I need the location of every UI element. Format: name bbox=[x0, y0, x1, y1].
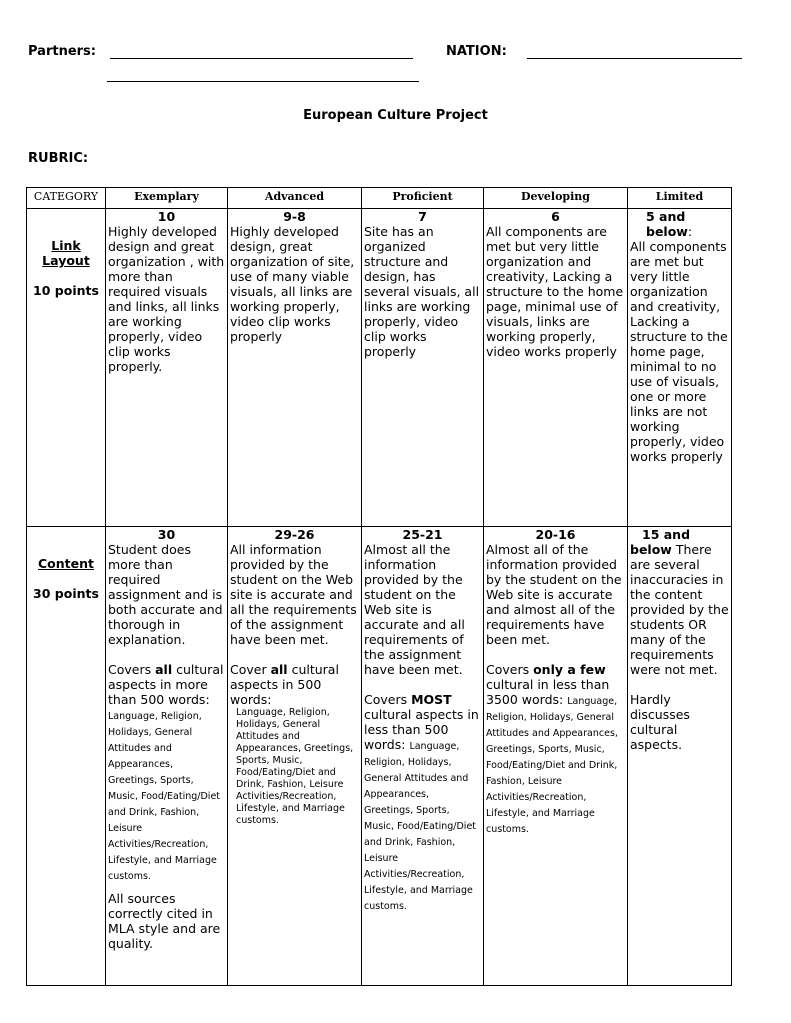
criteria-text: All components are met but very little organization and creativity, Lacking a structure to the home page, minimal to no use of visuals, one or more links are not working properly, video works properly bbox=[630, 239, 728, 464]
score: 25-21 bbox=[402, 527, 443, 542]
limited-cell bbox=[628, 209, 732, 527]
covers-post: cultural aspects in less than 500 words: bbox=[364, 707, 479, 752]
covers-bold: MOST bbox=[411, 692, 452, 707]
score: 6 bbox=[551, 209, 560, 224]
score-suffix: : bbox=[687, 224, 693, 239]
limited-cell bbox=[628, 527, 732, 986]
score: 5 and below bbox=[646, 209, 688, 239]
score: 7 bbox=[418, 209, 427, 224]
criteria-text: Highly developed design, great organization of site, use of many viable visuals, all links are working properly, video clip works properly bbox=[230, 224, 355, 344]
covers-pre: Covers bbox=[108, 662, 156, 677]
sources-text: All sources correctly cited in MLA style and are quality. bbox=[108, 891, 221, 951]
nation-label: NATION: bbox=[446, 44, 507, 59]
rubric-table bbox=[26, 187, 732, 986]
criteria-text: Almost all the information provided by the student on the Web site is accurate and all requirements of the assignment have been met. bbox=[364, 542, 465, 677]
covers-bold: all bbox=[270, 662, 288, 677]
score: 29-26 bbox=[274, 527, 315, 542]
criteria-text: Almost all of the information provided by the student on the Web site is accurate and almost all of the requirements have been met. bbox=[486, 542, 622, 647]
category-cell bbox=[27, 209, 106, 527]
covers-pre: Covers bbox=[486, 662, 534, 677]
criteria-text: Highly developed design and great organization , with more than required visuals and links, all links are working properly, video clip works properly. bbox=[108, 224, 225, 374]
column-header-advanced: Advanced bbox=[228, 188, 362, 209]
covers-bold: only a few bbox=[533, 662, 606, 677]
table-row bbox=[27, 527, 732, 986]
criteria-text: Student does more than required assignment and is both accurate and thorough in explanation. bbox=[108, 542, 223, 647]
nation-blank-line bbox=[527, 58, 742, 59]
column-header-developing: Developing bbox=[484, 188, 628, 209]
category-points: 10 points bbox=[33, 283, 99, 298]
table-row bbox=[27, 209, 732, 527]
category-name: Content bbox=[38, 556, 94, 571]
score: 9-8 bbox=[283, 209, 306, 224]
covers-pre: Covers bbox=[364, 692, 412, 707]
criteria-text: All information provided by the student on the Web site is accurate and all the requirements of the assignment have been met. bbox=[230, 542, 357, 647]
covers-post: cultural aspects in more than 500 words: bbox=[108, 662, 224, 707]
column-header-proficient: Proficient bbox=[362, 188, 484, 209]
extra-text: Hardly discusses cultural aspects. bbox=[630, 692, 690, 752]
column-header-category: CATEGORY bbox=[27, 188, 106, 209]
score-line bbox=[630, 209, 729, 239]
covers-aspects-list: Language, Religion, Holidays, General Attitudes and Appearances, Greetings, Sports, Music, Food/Eating/Diet and Drink, Fashion, Leisure Activities/Recreation, Lifestyle, and Marriage customs. bbox=[236, 707, 354, 826]
covers-aspects-list: Language, Religion, Holidays, General Attitudes and Appearances, Greetings, Sports, Music, Food/Eating/Diet and Drink, Fashion, Leisure Activities/Recreation, Lifestyle, and Marriage customs. bbox=[486, 696, 618, 835]
score: 15 and below bbox=[630, 527, 691, 557]
advanced-cell bbox=[228, 527, 362, 986]
score: 10 bbox=[157, 209, 176, 224]
score: 20-16 bbox=[535, 527, 576, 542]
criteria-text: Site has an organized structure and design, has several visuals, all links are working properly, video clip works properly bbox=[364, 224, 480, 359]
column-header-limited: Limited bbox=[628, 188, 732, 209]
partners-label: Partners: bbox=[28, 44, 96, 59]
covers-text bbox=[108, 662, 223, 882]
developing-cell bbox=[484, 209, 628, 527]
proficient-cell bbox=[362, 527, 484, 986]
page-title: European Culture Project bbox=[303, 108, 488, 123]
exemplary-cell bbox=[106, 209, 228, 527]
rubric-label: RUBRIC: bbox=[28, 151, 89, 166]
covers-bold: all bbox=[155, 662, 173, 677]
category-points: 30 points bbox=[33, 586, 99, 601]
proficient-cell bbox=[362, 209, 484, 527]
covers-post: cultural in less than 3500 words: bbox=[486, 677, 610, 707]
developing-cell bbox=[484, 527, 628, 986]
exemplary-cell bbox=[106, 527, 228, 986]
covers-aspects-list: Language, Religion, Holidays, General Attitudes and Appearances, Greetings, Sports, Music, Food/Eating/Diet and Drink, Fashion, Leisure Activities/Recreation, Lifestyle, and Marriage customs. bbox=[108, 711, 221, 882]
score: 30 bbox=[157, 527, 176, 542]
table-header-row bbox=[27, 188, 732, 209]
criteria-text: There are several inaccuracies in the content provided by the students OR many of the requirements were not met. bbox=[630, 542, 729, 677]
column-header-exemplary: Exemplary bbox=[106, 188, 228, 209]
partners-blank-line-1 bbox=[110, 58, 413, 59]
advanced-cell bbox=[228, 209, 362, 527]
category-name: Link Layout bbox=[42, 238, 90, 268]
covers-text bbox=[364, 692, 479, 912]
criteria-text: All components are met but very little organization and creativity, Lacking a structure to the home page, minimal use of visuals, links are working properly, video works properly bbox=[486, 224, 624, 359]
category-cell bbox=[27, 527, 106, 986]
covers-text bbox=[486, 662, 618, 835]
covers-pre: Cover bbox=[230, 662, 271, 677]
covers-aspects-list: Language, Religion, Holidays, General Attitudes and Appearances, Greetings, Sports, Music, Food/Eating/Diet and Drink, Fashion, Leisure Activities/Recreation, Lifestyle, and Marriage customs. bbox=[364, 741, 477, 912]
partners-blank-line-2 bbox=[107, 81, 419, 82]
covers-post: cultural aspects in 500 words: bbox=[230, 662, 339, 707]
covers-text bbox=[230, 662, 339, 707]
